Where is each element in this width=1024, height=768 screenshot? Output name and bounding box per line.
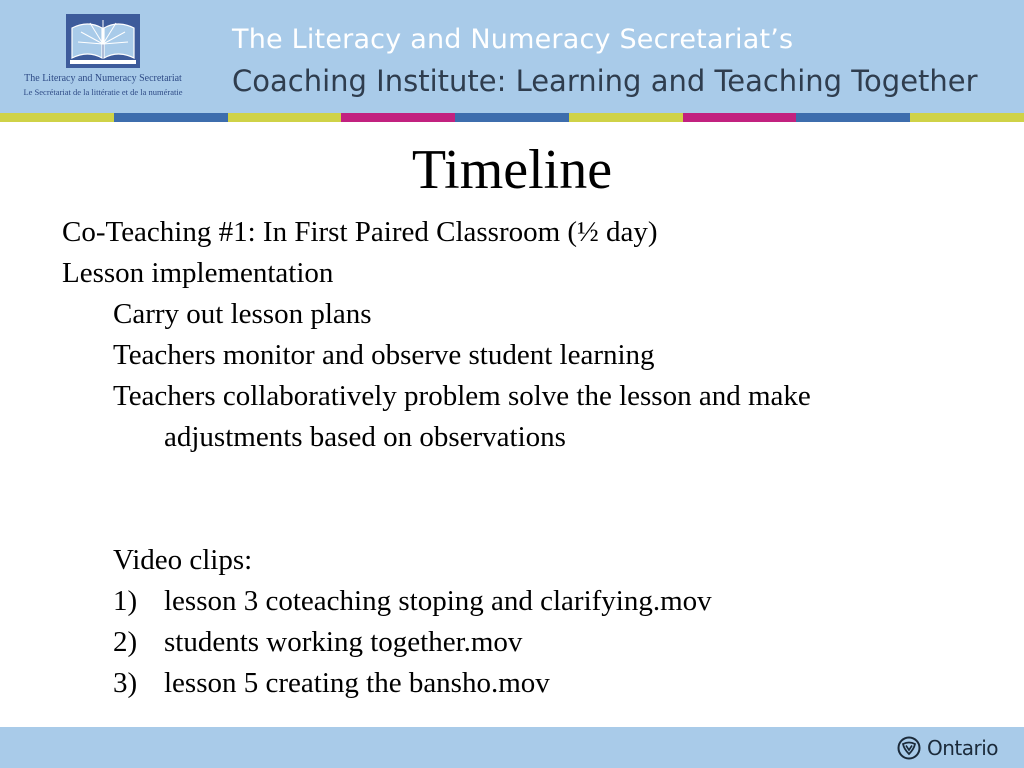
bullet-item: Carry out lesson plans <box>113 298 372 330</box>
video-clip-item <box>62 622 992 663</box>
video-clip-number: 1) <box>113 585 138 617</box>
header-color-stripe <box>0 113 1024 122</box>
stripe-segment <box>796 113 910 122</box>
logo-caption-french: Le Secrétariat de la littératie et de la numératie <box>23 87 183 97</box>
video-clip-link[interactable]: students working together.mov <box>164 626 523 658</box>
bullet-item: Teachers monitor and observe student learning <box>113 339 655 371</box>
video-clip-link[interactable]: lesson 3 coteaching stoping and clarifying.mov <box>164 585 712 617</box>
stripe-segment <box>455 113 569 122</box>
stripe-segment <box>683 113 797 122</box>
video-clip-number: 3) <box>113 667 138 699</box>
open-book-icon <box>66 14 140 68</box>
spacer <box>62 458 992 540</box>
video-clip-item <box>62 663 992 704</box>
bullet-item-continuation: adjustments based on observations <box>164 421 566 453</box>
logo-caption-english: The Literacy and Numeracy Secretariat <box>24 73 182 84</box>
slide-title: Timeline <box>411 139 613 201</box>
ontario-trillium-icon <box>897 736 921 760</box>
video-clips-label: Video clips: <box>113 544 253 576</box>
co-teaching-heading: Co-Teaching #1: In First Paired Classroom (½ day) <box>62 216 658 248</box>
stripe-segment <box>341 113 455 122</box>
header-title-secretariat: The Literacy and Numeracy Secretariat’s <box>232 24 794 55</box>
stripe-segment <box>910 113 1024 122</box>
stripe-segment <box>228 113 342 122</box>
video-clip-number: 2) <box>113 626 138 658</box>
video-clip-item <box>62 581 992 622</box>
slide-header <box>0 0 1024 113</box>
ontario-wordmark: Ontario <box>926 736 998 760</box>
stripe-segment <box>114 113 228 122</box>
slide-body <box>62 212 992 704</box>
header-title-institute: Coaching Institute: Learning and Teaching Together <box>232 64 978 98</box>
ontario-logo <box>897 736 998 760</box>
lesson-implementation-heading: Lesson implementation <box>62 257 334 289</box>
stripe-segment <box>0 113 114 122</box>
bullet-item: Teachers collaboratively problem solve the lesson and make <box>113 380 811 412</box>
secretariat-logo <box>22 10 184 104</box>
video-clip-link[interactable]: lesson 5 creating the bansho.mov <box>164 667 550 699</box>
slide-footer <box>0 727 1024 768</box>
stripe-segment <box>569 113 683 122</box>
